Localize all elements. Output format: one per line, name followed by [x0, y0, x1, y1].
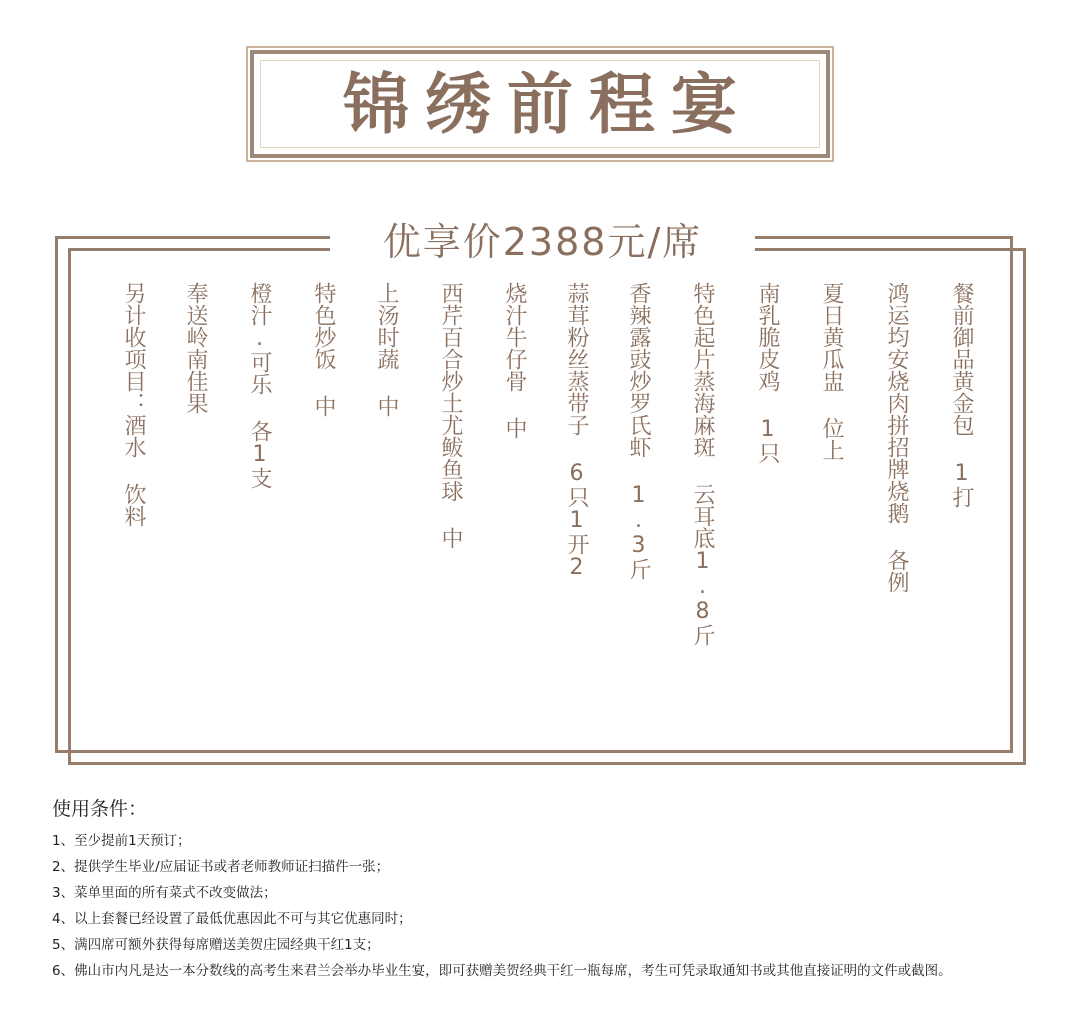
menu-item: 夏日黄瓜盅 位上 — [819, 282, 844, 461]
condition-item: 5、满四席可额外获得每席赠送美贺庄园经典干红1支； — [52, 937, 380, 953]
conditions-section — [52, 796, 1062, 984]
price-label: 优享价2388元/席 — [330, 210, 755, 274]
condition-item: 1、至少提前1天预订； — [52, 833, 191, 849]
menu-item: 奉送岭南佳果 — [183, 282, 208, 414]
menu-item: 橙汁.可乐 各1支 — [247, 282, 272, 489]
page-title: 锦绣前程宴 — [343, 65, 753, 143]
condition-item: 2、提供学生毕业/应届证书或者老师教师证扫描件一张； — [52, 859, 390, 875]
menu-item: 餐前御品黄金包 1打 — [949, 282, 974, 508]
menu-item: 香辣露豉炒罗氏虾 1.3斤 — [626, 282, 651, 580]
menu-item: 蒜茸粉丝蒸带子 6只1开2 — [564, 282, 589, 580]
menu-item: 烧汁牛仔骨 中 — [502, 282, 527, 439]
condition-item: 6、佛山市内凡是达一本分数线的高考生来君兰会举办毕业生宴，即可获赠美贺经典干红一瓶每席，考生可凭录取通知书或其他直接证明的文件或截图。 — [52, 963, 952, 979]
menu-item: 南乳脆皮鸡 1只 — [755, 282, 780, 464]
condition-item: 3、菜单里面的所有菜式不改变做法； — [52, 885, 277, 901]
menu-item: 鸿运均安烧肉拼招牌烧鹅 各例 — [884, 282, 909, 593]
condition-item: 4、以上套餐已经设置了最低优惠因此不可与其它优惠同时； — [52, 911, 412, 927]
menu-item: 特色起片蒸海麻斑 云耳底1.8斤 — [690, 282, 715, 646]
menu-item: 上汤时蔬 中 — [374, 282, 399, 417]
conditions-heading: 使用条件： — [52, 798, 148, 820]
menu-item-extra-charges: 另计收项目：酒水 饮料 — [121, 282, 146, 527]
menu-item: 西芹百合炒土尤鲅鱼球 中 — [438, 282, 463, 549]
title-plaque — [250, 50, 830, 158]
menu-item: 特色炒饭 中 — [311, 282, 336, 417]
